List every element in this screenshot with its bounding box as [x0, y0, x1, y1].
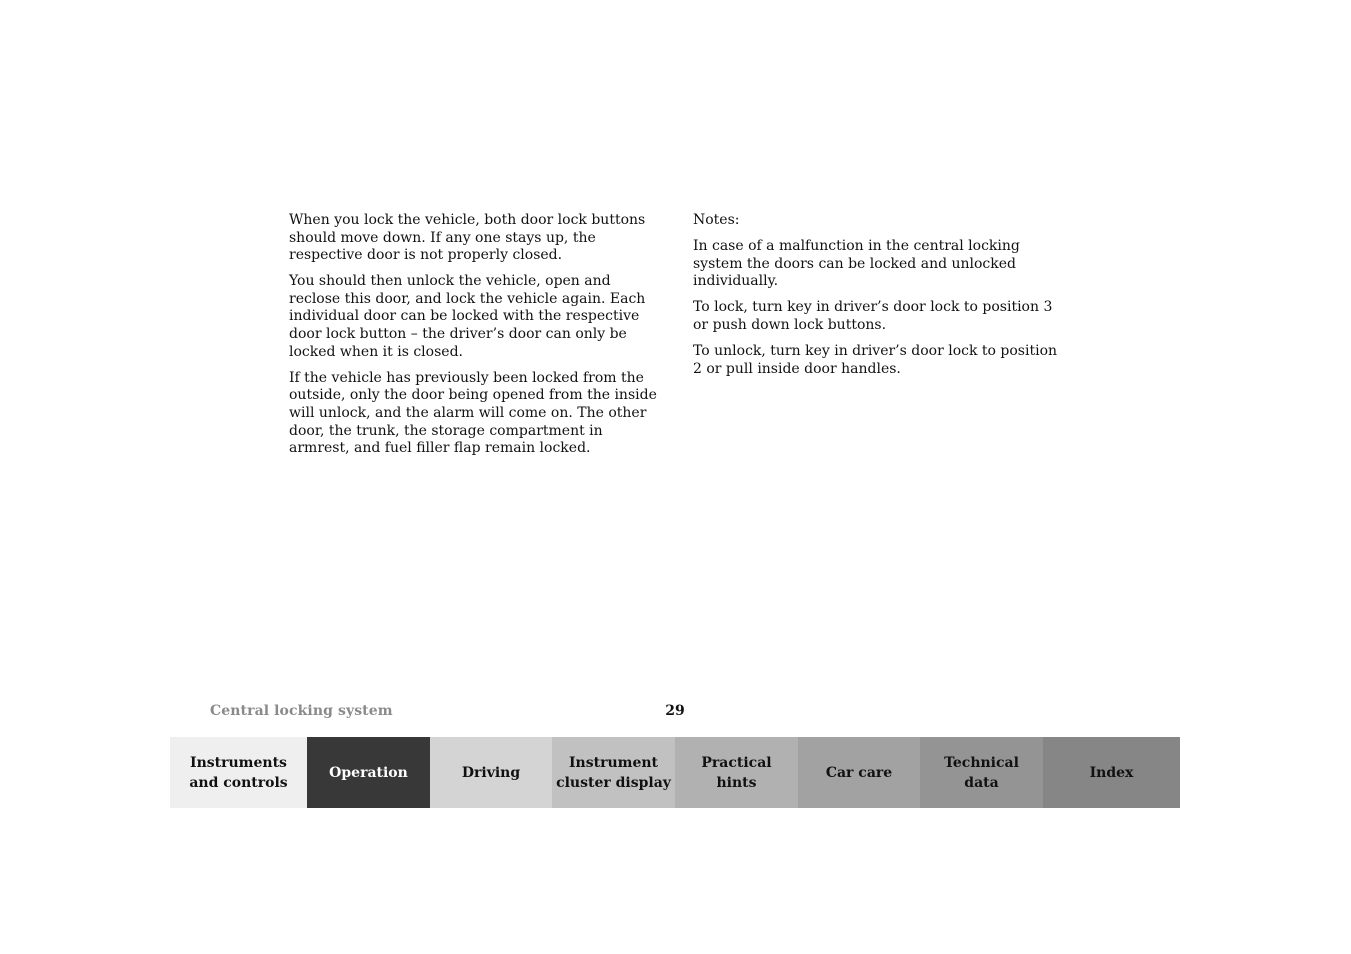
- section-title: Central locking system: [210, 703, 393, 719]
- tab-label: Practical hints: [701, 754, 772, 791]
- left-column: [289, 212, 661, 466]
- note-malfunction: In case of a malfunction in the central locking system the doors can be locked and unlocked individually.: [693, 238, 1020, 290]
- tab-label: Car care: [825, 764, 893, 781]
- tab-label: Instruments and controls: [189, 754, 288, 791]
- notes-heading: Notes:: [693, 212, 740, 228]
- tab-label: Operation: [329, 764, 408, 781]
- paragraph-alarm: If the vehicle has previously been locked from the outside, only the door being opened from the inside will unlock, and the alarm will come on. The other door, the trunk, the storage compartment in armrest, and fuel filler flap remain locked.: [289, 369, 657, 457]
- paragraph-lock-check: When you lock the vehicle, both door lock buttons should move down. If any one stays up, the respective door is not properly closed.: [289, 212, 646, 264]
- tab-practical-hints[interactable]: [675, 737, 798, 808]
- tab-instruments-and-controls[interactable]: [170, 737, 307, 808]
- chapter-tab-bar: [170, 737, 1180, 808]
- page-number: 29: [665, 703, 685, 719]
- right-column: [693, 212, 1065, 387]
- tab-label: Index: [1089, 764, 1134, 781]
- paragraph-reclose-door: You should then unlock the vehicle, open and reclose this door, and lock the vehicle again. Each individual door can be locked with the respective door lock button – the driver’s door can only be locked when it is closed.: [289, 273, 646, 360]
- tab-label: Driving: [461, 764, 521, 781]
- tab-operation[interactable]: [307, 737, 430, 808]
- tab-label: Technical data: [944, 754, 1019, 791]
- tab-index[interactable]: [1043, 737, 1180, 808]
- tab-instrument-cluster-display[interactable]: [552, 737, 675, 808]
- note-lock: To lock, turn key in driver’s door lock to position 3 or push down lock buttons.: [693, 299, 1053, 333]
- note-unlock: To unlock, turn key in driver’s door lock to position 2 or pull inside door handles.: [693, 343, 1058, 377]
- tab-technical-data[interactable]: [920, 737, 1043, 808]
- tab-driving[interactable]: [430, 737, 552, 808]
- tab-label: Instrument cluster display: [556, 754, 671, 791]
- tab-car-care[interactable]: [798, 737, 920, 808]
